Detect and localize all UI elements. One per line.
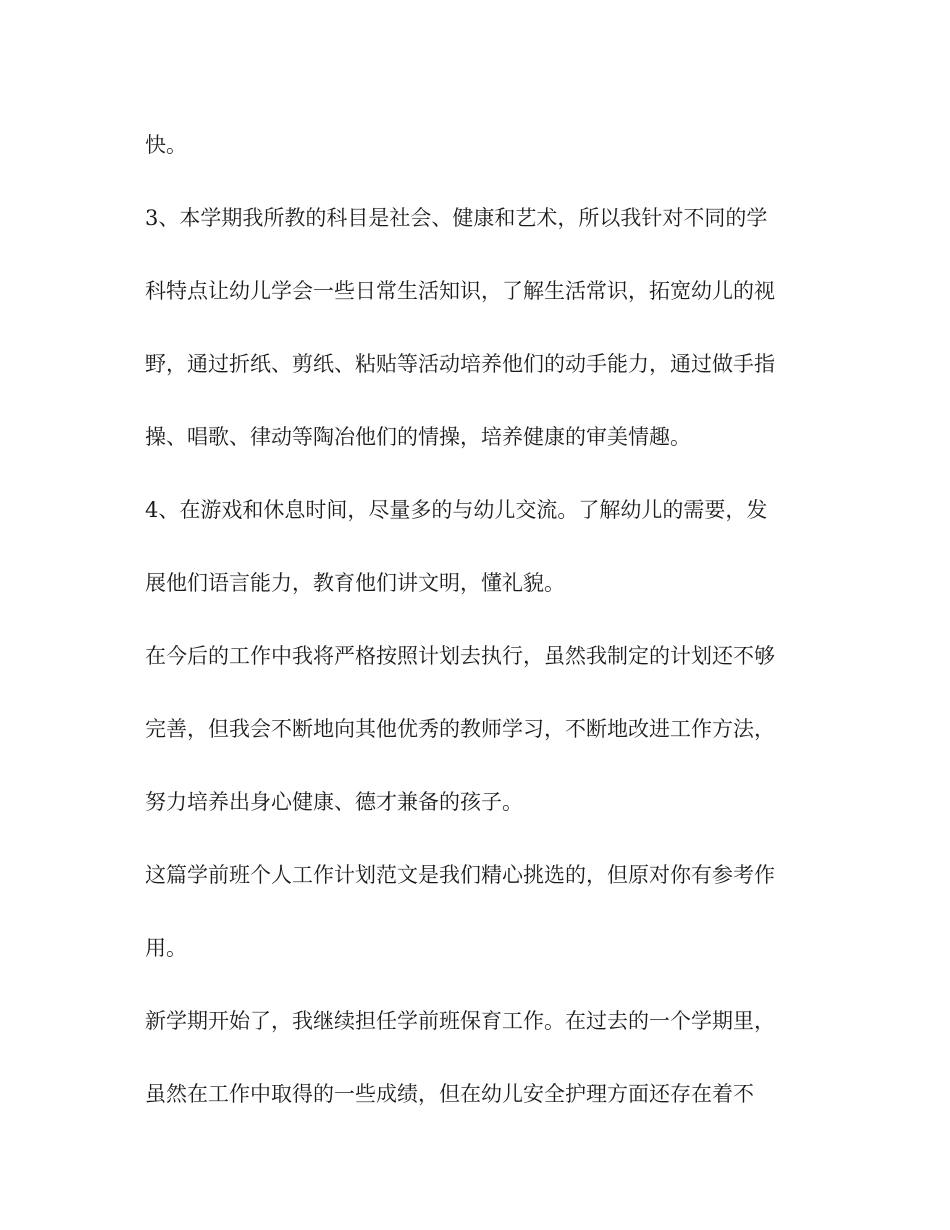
text-line: 虽然在工作中取得的一些成绩，但在幼儿安全护理方面还存在着不: [145, 1082, 754, 1106]
text-line: 野，通过折纸、剪纸、粘贴等活动培养他们的动手能力，通过做手指: [145, 352, 775, 376]
text-line: 这篇学前班个人工作计划范文是我们精心挑选的，但原对你有参考作: [145, 863, 775, 887]
text-line: 3、本学期我所教的科目是社会、健康和艺术，所以我针对不同的学: [145, 206, 768, 230]
text-line: 操、唱歌、律动等陶冶他们的情操，培养健康的审美情趣。: [145, 425, 691, 449]
text-line: 完善，但我会不断地向其他优秀的教师学习，不断地改进工作方法，: [145, 717, 775, 741]
text-line: 用。: [145, 936, 187, 960]
text-line: 科特点让幼儿学会一些日常生活知识，了解生活常识，拓宽幼儿的视: [145, 279, 775, 303]
text-line: 展他们语言能力，教育他们讲文明，懂礼貌。: [145, 571, 565, 595]
text-line: 快。: [145, 133, 187, 157]
text-line: 在今后的工作中我将严格按照计划去执行，虽然我制定的计划还不够: [145, 644, 775, 668]
text-line: 4、在游戏和休息时间，尽量多的与幼儿交流。了解幼儿的需要，发: [145, 498, 768, 522]
text-line: 新学期开始了，我继续担任学前班保育工作。在过去的一个学期里，: [145, 1009, 775, 1033]
text-line: 努力培养出身心健康、德才兼备的孩子。: [145, 790, 523, 814]
